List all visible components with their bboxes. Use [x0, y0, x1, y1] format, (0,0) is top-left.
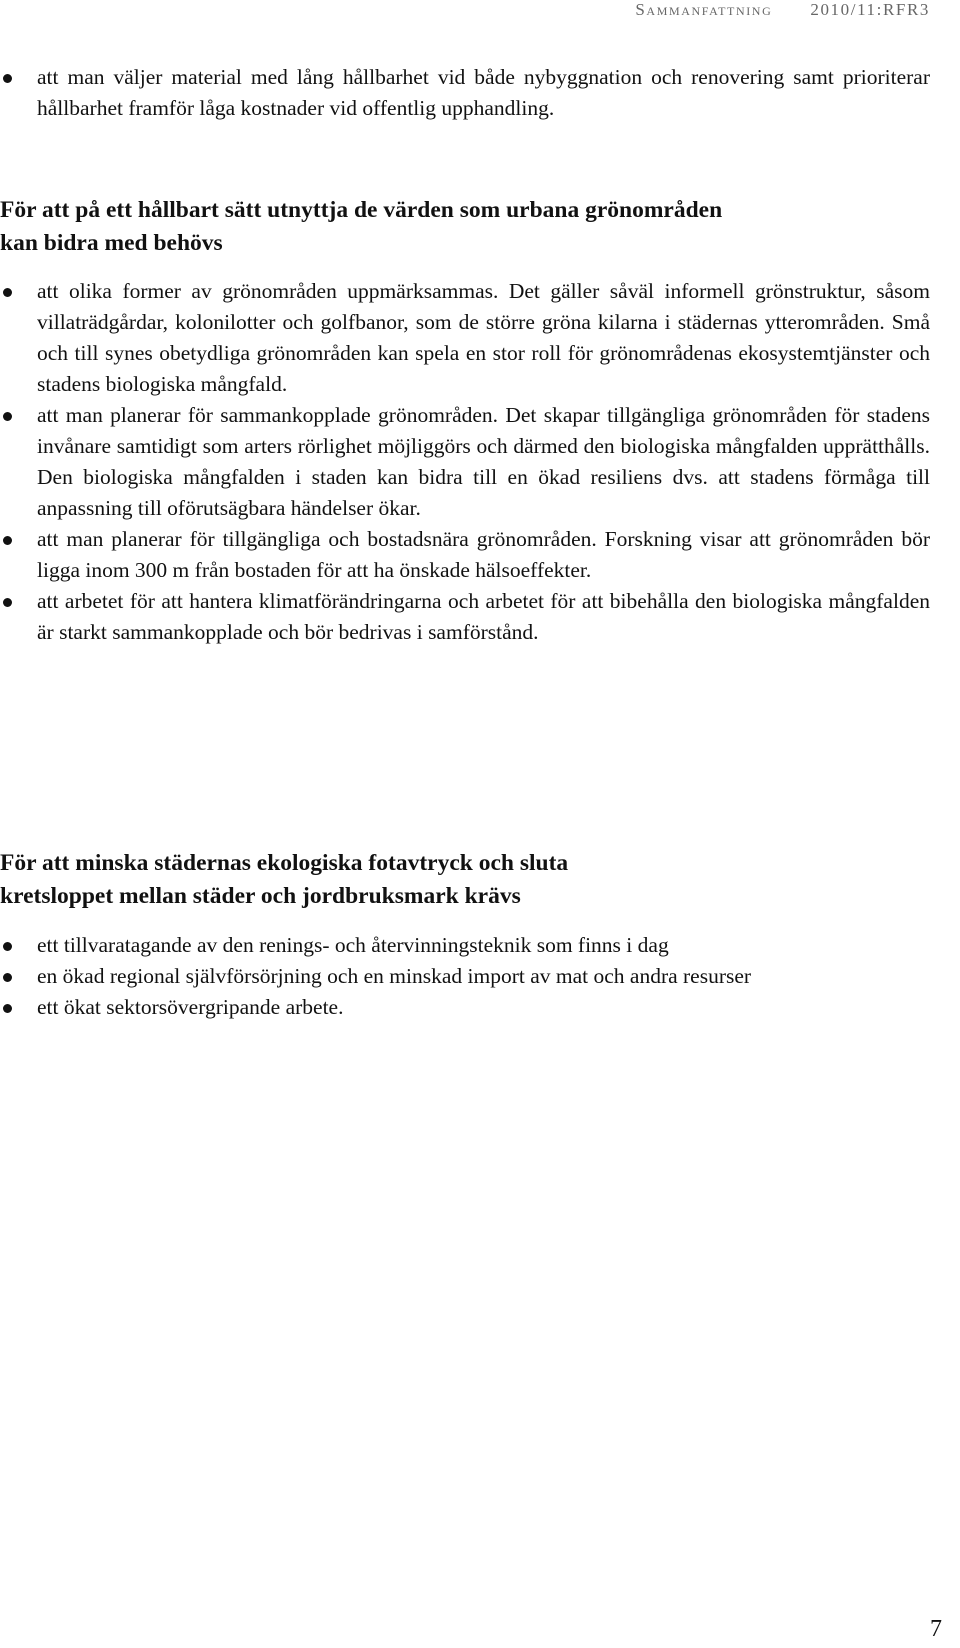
running-header — [635, 0, 930, 22]
section-heading-green-areas: För att på ett hållbart sätt utnyttja de värden som urbana grönområden kan bidra med behövs — [0, 197, 723, 256]
bullet-icon — [3, 598, 12, 607]
list-item: en ökad regional självförsörjning och en minskad import av mat och andra resurser — [0, 961, 780, 992]
bullet-icon — [3, 74, 12, 83]
section-title: Sammanfattning — [635, 0, 773, 19]
section-heading-ecological-footprint: För att minska städernas ekologiska fotavtryck och sluta kretsloppet mellan städer och jordbruksmark krävs — [0, 850, 569, 909]
list-item: att olika former av grönområden uppmärksammas. Det gäller såväl informell grönstruktur, såsom villaträdgårdar, kolonilotter och golfbanor, som de större gröna kilarna i städernas ytterområden. Små och till synes obetydliga grönområden kan spela en stor roll för grönområdenas ekosystemtjänster och stadens biologiska mångfald. — [0, 276, 930, 400]
page-number: 7 — [930, 1616, 942, 1642]
bullet-list-ecological-footprint — [0, 930, 780, 1023]
list-item: ett tillvaratagande av den renings- och återvinningsteknik som finns i dag — [0, 930, 780, 961]
list-item: att man planerar för tillgängliga och bostadsnära grönområden. Forskning visar att grönområden bör ligga inom 300 m från bostaden för att ha önskade hälsoeffekter. — [0, 524, 930, 586]
bullet-icon — [3, 412, 12, 421]
bullet-icon — [3, 1004, 12, 1013]
bullet-icon — [3, 973, 12, 982]
report-number: 2010/11:RFR3 — [810, 0, 930, 19]
list-item: att man väljer material med lång hållbarhet vid både nybyggnation och renovering samt prioriterar hållbarhet framför låga kostnader vid offentlig upphandling. — [0, 62, 930, 124]
bullet-icon — [3, 942, 12, 951]
bullet-icon — [3, 536, 12, 545]
list-item: att arbetet för att hantera klimatförändringarna och arbetet för att bibehålla den biologiska mångfalden är starkt sammankopplade och bör bedrivas i samförstånd. — [0, 586, 930, 648]
bullet-icon — [3, 288, 12, 297]
list-item: ett ökat sektorsövergripande arbete. — [0, 992, 780, 1023]
bullet-list-green-areas — [0, 276, 930, 648]
bullet-list-materials — [0, 62, 930, 124]
list-item: att man planerar för sammankopplade grönområden. Det skapar tillgängliga grönområden för stadens invånare samtidigt som arters rörlighet möjliggörs och därmed den biologiska mångfalden upprätthålls. Den biologiska mångfalden i staden kan bidra till en ökad resiliens dvs. att stadens förmåga till anpassning till oförutsägbara händelser ökar. — [0, 400, 930, 524]
